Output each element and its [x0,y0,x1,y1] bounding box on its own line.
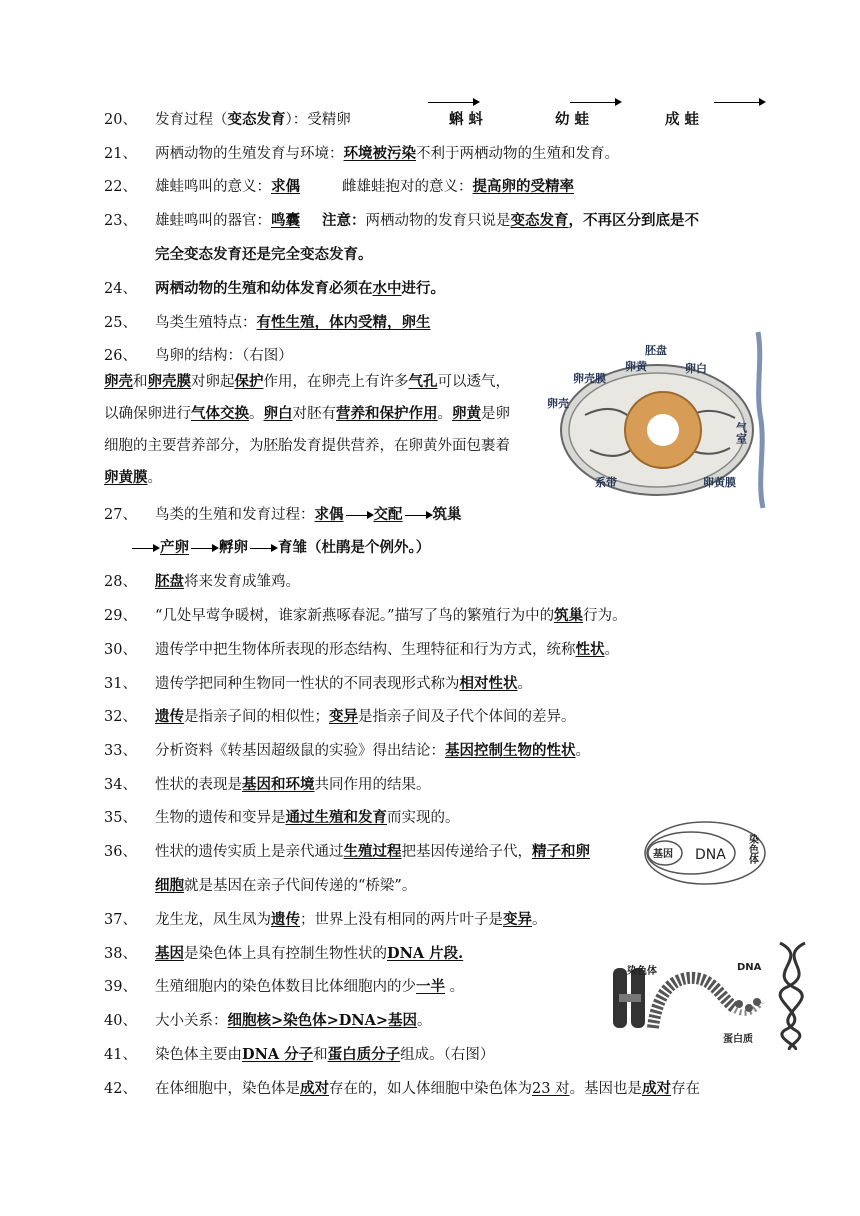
arrow-icon [405,515,431,516]
item-text: 行为。 [583,608,627,624]
arrow-icon [346,515,372,516]
item-answer: 水中 [372,280,402,297]
item-number: 26、 [104,348,137,364]
item-answer: 细胞 [155,877,184,894]
item-answer: 23 对 [532,1081,570,1097]
item-answer: 成对 [300,1080,329,1097]
arrow-icon [132,548,158,549]
item-text: 雄蛙鸣叫的意义： [155,179,271,195]
item-answer: 胚盘 [155,573,184,590]
item-number: 41、 [104,1047,137,1063]
item-answer: 生殖过程 [343,843,402,860]
item-text: ）：受精卵 [285,112,351,128]
item-text: 是染色体上具有控制生物性状的 [184,946,387,962]
item-answer: 育雏（杜鹃是个例外。） [278,539,431,556]
item-text: 共同作用的结果。 [314,777,431,793]
item-answer: 气孔 [408,373,438,390]
item-answer: DNA 片段. [387,945,464,962]
item-answer: 相对性状 [459,675,518,692]
label-xidai: 系带 [595,476,617,489]
item-number: 33、 [104,743,137,759]
item-answer: 变异 [329,708,358,725]
item-text: 和 [313,1047,328,1063]
label-peipan: 胚盘 [645,344,667,357]
label-danbaizhi: 蛋白质 [723,1034,753,1045]
item-answer: 营养和保护作用 [336,405,438,422]
item-answer: 求偶 [271,178,300,195]
label-luanke: 卵壳 [547,397,569,410]
item-text: 。 [147,470,162,486]
item-number: 28、 [104,574,137,590]
item-answer: 有性生殖，体内受精，卵生 [256,314,431,331]
item-text: 两栖动物的生殖发育与环境： [155,146,344,162]
item-text: 雄蛙鸣叫的器官： [155,213,271,229]
item-text: 不利于两栖动物的生殖和发育。 [416,146,619,162]
item-text: ，不再区分到底是不 [568,212,699,229]
arrow-icon [570,102,620,103]
item-number: 30、 [104,642,137,658]
stage-tadpole: 蝌 蚪 [449,111,484,128]
label-dna: DNA [737,962,762,973]
item-number: 42、 [104,1081,137,1097]
item-text: 可以透气，以确保卵进行 [104,374,510,422]
item-answer: 基因控制生物的性状 [445,742,576,759]
item-text: 是指亲子间及子代个体间的差异。 [358,709,576,725]
stage-froglet: 幼 蛙 [555,111,590,128]
label-ranseti: 染色体 [627,966,657,977]
item-number: 37、 [104,912,137,928]
label-luanbai: 卵白 [685,362,707,375]
item-text: 两栖动物的生殖和幼体发育必须在 [155,280,373,297]
item-number: 27、 [104,507,137,523]
item-answer: 通过生殖和发育 [285,809,387,826]
item-answer: 基因和环境 [242,776,315,793]
item-text: 性状的遗传实质上是亲代通过 [155,844,344,860]
arrow-icon [191,548,217,549]
item-answer: 环境被污染 [343,145,416,162]
item-text: “几处早莺争暖树，谁家新燕啄春泥。”描写了鸟的繁殖行为中的 [155,608,555,624]
item-number: 35、 [104,810,137,826]
item-text: 。 [417,1013,432,1029]
item-answer: 细胞核>染色体>DNA>基因 [227,1012,418,1029]
item-text: 对卵起 [191,374,235,390]
item-text: 存在的，如人体细胞中染色体为 [329,1081,532,1097]
item-answer: 卵壳膜 [147,373,191,390]
item-text: 两栖动物的发育只说是 [365,213,511,229]
item-note-label: 注意： [322,212,366,229]
item-text: 鸟类的生殖和发育过程： [155,507,315,523]
item-text: 对胚有 [292,406,336,422]
item-text: 性状的表现是 [155,777,242,793]
arrow-icon [714,102,764,103]
item-number: 22、 [104,179,137,195]
item-text: 进行。 [401,280,445,297]
item-answer: 卵壳 [104,373,133,390]
item-number: 36、 [104,844,137,860]
stage-frog: 成 蛙 [665,111,700,128]
item-number: 34、 [104,777,137,793]
item-answer: 保护 [234,373,264,390]
item-answer: 遗传 [271,911,300,928]
item-text: 组成。（右图） [400,1047,495,1063]
item-text: 生殖细胞内的染色体数目比体细胞内的少 [155,979,416,995]
item-answer: 提高卵的受精率 [472,178,574,195]
item-number: 24、 [104,281,137,297]
item-text: 。基因也是 [569,1081,643,1097]
label-dna: DNA [695,847,726,863]
item-answer: 蛋白质分子 [327,1046,401,1063]
item-number: 40、 [104,1013,137,1029]
item-text: 发育过程（ [155,112,228,128]
item-text: 将来发育成雏鸡。 [184,574,300,590]
item-answer: 遗传 [155,708,184,725]
item-text: 把基因传递给子代， [401,844,532,860]
item-answer: DNA 分子 [242,1046,314,1063]
item-answer: 产卵 [160,539,189,556]
item-text: 完全变态发育还是完全变态发育。 [155,246,373,263]
item-text: 分析资料《转基因超级鼠的实验》得出结论： [155,743,445,759]
item-number: 20、 [104,112,137,128]
item-text: 。 [532,912,547,928]
egg-structure-figure [545,330,770,510]
item-text: 遗传学把同种生物同一性状的不同表现形式称为 [155,676,460,692]
item-number: 29、 [104,608,137,624]
item-answer: 鸣囊 [271,212,300,229]
item-23-cont [155,245,373,265]
item-answer: 孵卵 [219,539,248,556]
item-answer: 卵黄膜 [104,469,148,486]
item-number: 25、 [104,315,137,331]
item-text: 作用，在卵壳上有许多 [263,374,409,390]
item-number: 32、 [104,709,137,725]
item-answer: 变异 [503,911,532,928]
label-luanhuangmo: 卵黄膜 [703,476,736,489]
item-text: 鸟类生殖特点： [155,315,257,331]
item-text: 龙生龙，凤生凤为 [155,912,271,928]
item-text: 雌雄蛙抱对的意义： [342,179,473,195]
item-text: ；世界上没有相同的两片叶子是 [300,912,503,928]
item-text: 大小关系： [155,1013,228,1029]
item-text: 就是基因在亲子代间传递的“桥梁”。 [184,878,417,894]
item-text: 生物的遗传和变异是 [155,810,286,826]
gene-dna-chromosome-figure [643,820,768,886]
item-answer: 精子和卵 [532,843,590,860]
item-text: 遗传学中把生物体所表现的形态结构、生理特征和行为方式，统称 [155,642,576,658]
item-answer: 筑巢 [554,607,584,624]
item-text: 。 [437,406,452,422]
item-answer: 卵黄 [452,405,481,422]
item-text: 。 [604,642,619,658]
item-text: 是指亲子间的相似性； [184,709,329,725]
item-keyword: 变态发育 [227,111,286,128]
label-qishi: 气室 [734,422,748,444]
arrow-icon [250,548,276,549]
item-answer: 变态发育 [510,212,569,229]
item-text: 。 [575,743,590,759]
item-answer: 卵白 [263,405,293,422]
item-text: 是卵细胞的主要营养部分，为胚胎发育提供营养，在卵黄外面包裹着 [104,406,510,454]
item-answer: 一半 [416,978,445,995]
egg-paragraph [104,366,524,494]
item-text: 和 [133,374,148,390]
item-answer: 气体交换 [191,405,249,422]
label-luanhuang: 卵黄 [625,360,647,373]
item-text: 在体细胞中，染色体是 [155,1081,300,1097]
item-text: 。 [517,676,532,692]
arrow-icon [428,102,478,103]
item-number: 39、 [104,979,137,995]
item-number: 23、 [104,213,137,229]
item-text: 。 [249,406,264,422]
item-27-cont [130,538,430,558]
item-answer: 成对 [642,1080,672,1097]
item-answer: 筑巢 [432,506,462,523]
item-number: 21、 [104,146,137,162]
item-answer: 性状 [575,641,605,658]
item-text: 存在 [671,1081,701,1097]
label-luankemo: 卵壳膜 [573,372,606,385]
item-text: 染色体主要由 [155,1047,242,1063]
item-number: 31、 [104,676,137,692]
label-jiyin: 基因 [653,849,673,860]
item-text: 。 [445,979,465,995]
item-text: 鸟卵的结构：（右图） [155,348,293,364]
item-answer: 求偶 [314,506,344,523]
item-answer: 交配 [373,506,403,523]
item-answer: 基因 [155,945,184,962]
item-number: 38、 [104,946,137,962]
label-ranseti: 染色体 [746,834,758,864]
chromosome-dna-figure [605,938,815,1050]
item-text: 而实现的。 [387,810,460,826]
item-36-cont [155,876,416,896]
